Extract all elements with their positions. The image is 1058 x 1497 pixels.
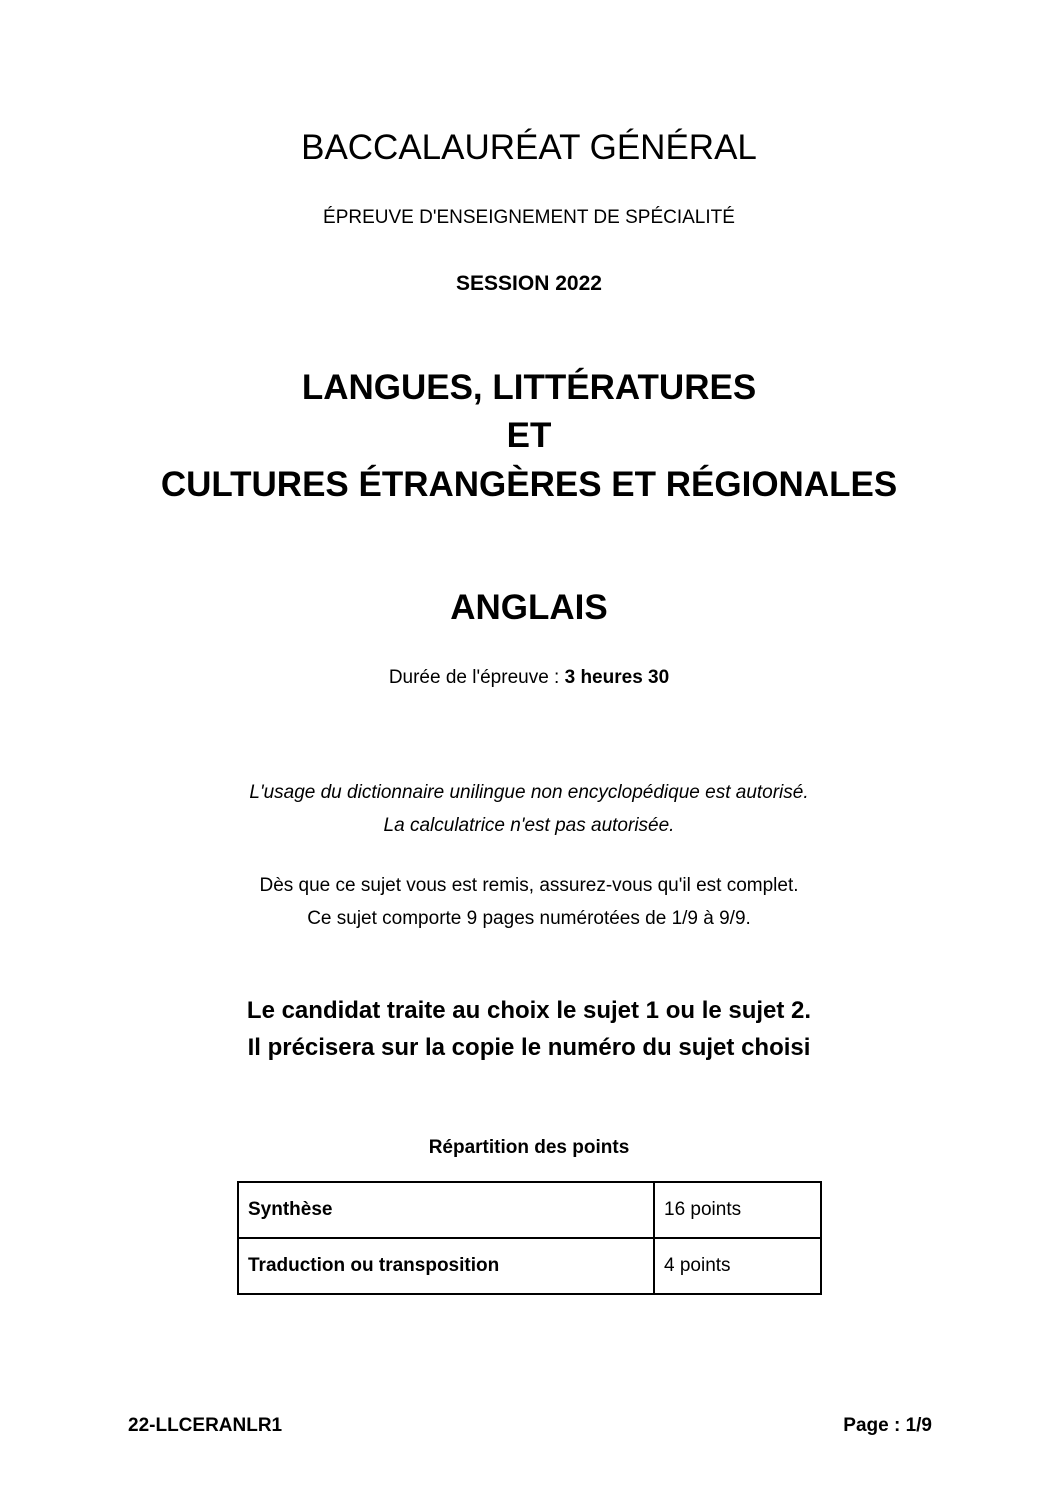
exam-title: BACCALAURÉAT GÉNÉRAL: [301, 128, 757, 167]
table-row: [238, 1182, 821, 1238]
candidate-note: Il précisera sur la copie le numéro du sujet choisi: [247, 1034, 811, 1061]
subject-line-3: CULTURES ÉTRANGÈRES ET RÉGIONALES: [160, 465, 898, 504]
subject-line-1: LANGUES, LITTÉRATURES: [301, 368, 757, 407]
points-title: Répartition des points: [428, 1137, 630, 1158]
points-label: Traduction ou transposition: [238, 1238, 654, 1294]
dictionary-rule: L'usage du dictionnaire unilingue non encyclopédique est autorisé.: [249, 782, 809, 803]
duration-value: 3 heures 30: [564, 667, 670, 688]
session: SESSION 2022: [456, 272, 602, 295]
points-value: 4 points: [654, 1238, 821, 1294]
duration-label: Durée de l'épreuve :: [388, 667, 565, 688]
page-number: Page : 1/9: [843, 1415, 932, 1436]
points-label: Synthèse: [238, 1182, 654, 1238]
calculator-rule: La calculatrice n'est pas autorisée.: [383, 815, 675, 836]
table-row: [238, 1238, 821, 1294]
page-count: Ce sujet comporte 9 pages numérotées de 1/9 à 9/9.: [307, 908, 751, 929]
language-title: ANGLAIS: [450, 588, 608, 627]
exam-type: ÉPREUVE D'ENSEIGNEMENT DE SPÉCIALITÉ: [323, 207, 735, 228]
subject-line-2: ET: [506, 416, 552, 455]
candidate-choice: Le candidat traite au choix le sujet 1 ou le sujet 2.: [246, 997, 812, 1024]
subject-code: 22-LLCERANLR1: [128, 1415, 283, 1436]
completeness-check: Dès que ce sujet vous est remis, assurez-vous qu'il est complet.: [259, 875, 799, 896]
duration: [0, 665, 1058, 691]
points-value: 16 points: [654, 1182, 821, 1238]
points-table: [237, 1181, 822, 1295]
